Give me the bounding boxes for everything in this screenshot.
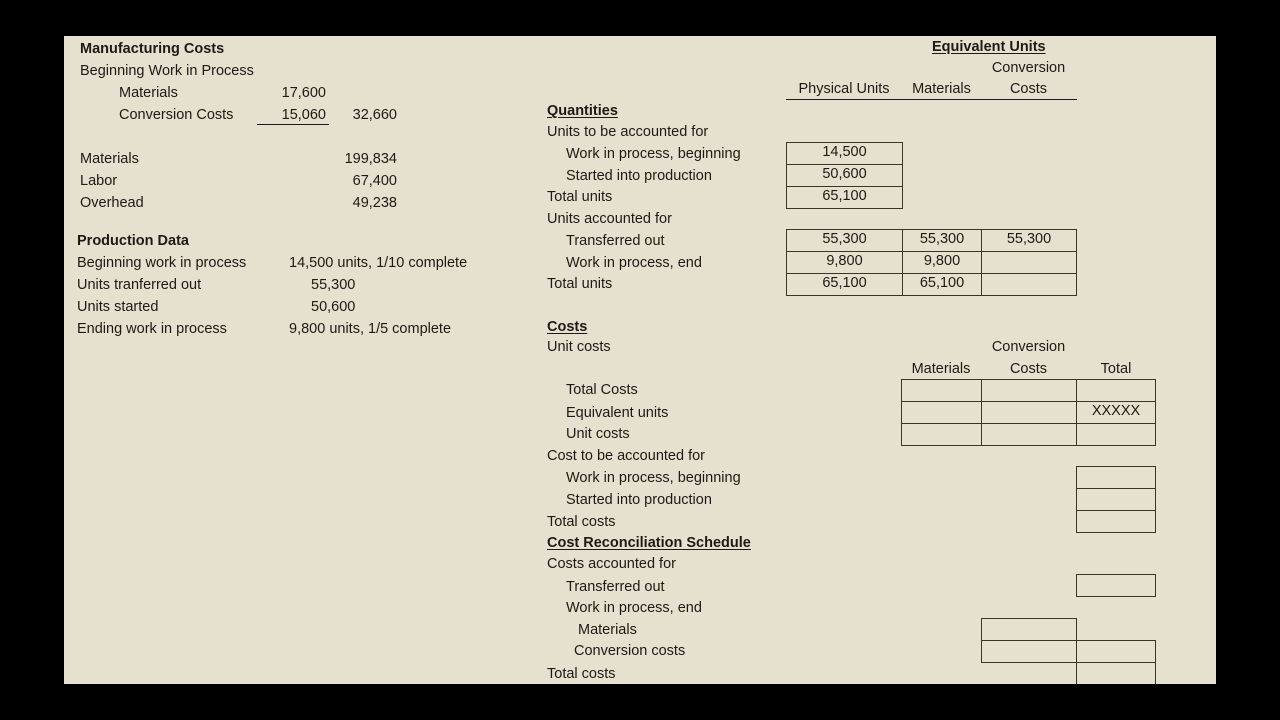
- total-costs-total-cell[interactable]: [1076, 379, 1156, 402]
- unit-costs-total-cell[interactable]: [1076, 423, 1156, 446]
- equiv-units-total-cell: XXXXX: [1076, 401, 1156, 424]
- cost-total-label: Total costs: [547, 514, 616, 530]
- overhead-value: 49,238: [352, 195, 397, 211]
- cost-wip-beginning-label: Work in process, beginning: [566, 470, 741, 486]
- started-label: Started into production: [566, 168, 712, 184]
- cost-started-cell[interactable]: [1076, 488, 1156, 511]
- unit-costs-label: Unit costs: [547, 339, 611, 355]
- total-costs-row-label: Total Costs: [566, 382, 638, 398]
- transferred-out-label: Transferred out: [566, 233, 665, 249]
- bwip-conversion-label: Conversion Costs: [119, 107, 234, 123]
- total-costs-materials-cell[interactable]: [901, 379, 982, 402]
- production-row-value: 50,600: [311, 299, 356, 315]
- production-row-label: Ending work in process: [77, 321, 227, 337]
- unit-costs-materials-cell[interactable]: [901, 423, 982, 446]
- wip-end-materials: 9,800: [902, 251, 982, 274]
- costs-materials-heading: Materials: [911, 361, 971, 377]
- wip-beginning-label: Work in process, beginning: [566, 146, 741, 162]
- production-data-title: Production Data: [77, 233, 189, 249]
- equivalent-units-heading: Equivalent Units: [932, 39, 1046, 55]
- total-conversion: [981, 273, 1077, 296]
- bwip-materials-label: Materials: [119, 85, 178, 101]
- costs-conversion-heading: Conversion: [991, 339, 1066, 355]
- labor-label: Labor: [80, 173, 118, 189]
- production-row-label: Beginning work in process: [77, 255, 247, 271]
- materials-label: Materials: [80, 151, 139, 167]
- bwip-conversion-value: 15,060: [281, 107, 326, 123]
- recon-conversion-label: Conversion costs: [574, 643, 686, 659]
- recon-materials-cell[interactable]: [981, 618, 1077, 641]
- total-materials: 65,100: [902, 273, 982, 296]
- recon-total-cell[interactable]: [1076, 662, 1156, 684]
- costs-costs-heading: Costs: [1009, 361, 1048, 377]
- reconciliation-title: Cost Reconciliation Schedule: [547, 535, 751, 551]
- transferred-conversion: 55,300: [981, 229, 1077, 252]
- unit-costs-conversion-cell[interactable]: [981, 423, 1077, 446]
- manufacturing-costs-title: Manufacturing Costs: [80, 41, 225, 57]
- units-to-be-accounted-label: Units to be accounted for: [547, 124, 709, 140]
- recon-conversion-cell[interactable]: [981, 640, 1077, 663]
- overhead-label: Overhead: [80, 195, 144, 211]
- recon-transferred-cell[interactable]: [1076, 574, 1156, 597]
- recon-materials-label: Materials: [578, 622, 637, 638]
- cost-total-cell[interactable]: [1076, 510, 1156, 533]
- production-row-label: Units started: [77, 299, 159, 315]
- production-row-value: 55,300: [311, 277, 356, 293]
- costs-total-heading: Total: [1100, 361, 1132, 377]
- total-units-label-2: Total units: [547, 276, 613, 292]
- cost-to-be-accounted-label: Cost to be accounted for: [547, 448, 705, 464]
- slide: [64, 36, 1216, 684]
- physical-units-started: 50,600: [786, 164, 903, 187]
- production-row-value: 9,800 units, 1/5 complete: [289, 321, 452, 337]
- physical-units-heading: Physical Units: [798, 81, 890, 97]
- equivalent-units-row-label: Equivalent units: [566, 405, 669, 421]
- recon-transferred-label: Transferred out: [566, 579, 665, 595]
- production-row-label: Units tranferred out: [77, 277, 202, 293]
- wip-end-label: Work in process, end: [566, 255, 702, 271]
- labor-value: 67,400: [352, 173, 397, 189]
- bwip-materials-value: 17,600: [281, 85, 326, 101]
- production-row-value: 14,500 units, 1/10 complete: [289, 255, 468, 271]
- recon-wip-end-label: Work in process, end: [566, 600, 702, 616]
- total-units-label: Total units: [547, 189, 613, 205]
- bwip-total: 32,660: [352, 107, 397, 123]
- conversion-heading: Conversion: [991, 60, 1066, 76]
- quantities-title: Quantities: [547, 103, 618, 119]
- materials-heading: Materials: [912, 81, 971, 97]
- cost-wip-beginning-cell[interactable]: [1076, 466, 1156, 489]
- transferred-physical: 55,300: [786, 229, 903, 252]
- costs-accounted-label: Costs accounted for: [547, 556, 676, 572]
- unit-costs-row-label: Unit costs: [566, 426, 630, 442]
- wip-end-physical: 9,800: [786, 251, 903, 274]
- bwip-label: Beginning Work in Process: [80, 63, 254, 79]
- physical-units-wip-beginning: 14,500: [786, 142, 903, 165]
- total-physical: 65,100: [786, 273, 903, 296]
- equiv-units-materials-cell[interactable]: [901, 401, 982, 424]
- costs-title: Costs: [547, 319, 588, 335]
- wip-end-conversion: [981, 251, 1077, 274]
- materials-value: 199,834: [344, 151, 397, 167]
- cost-started-label: Started into production: [566, 492, 712, 508]
- costs-heading: Costs: [1009, 81, 1048, 97]
- units-accounted-label: Units accounted for: [547, 211, 672, 227]
- total-costs-conversion-cell[interactable]: [981, 379, 1077, 402]
- recon-total-label: Total costs: [547, 666, 616, 682]
- subtotal-underline: [257, 124, 329, 125]
- physical-units-total: 65,100: [786, 186, 903, 209]
- header-underline: [786, 99, 1077, 100]
- transferred-materials: 55,300: [902, 229, 982, 252]
- equiv-units-conversion-cell[interactable]: [981, 401, 1077, 424]
- recon-wip-total-cell[interactable]: [1076, 640, 1156, 663]
